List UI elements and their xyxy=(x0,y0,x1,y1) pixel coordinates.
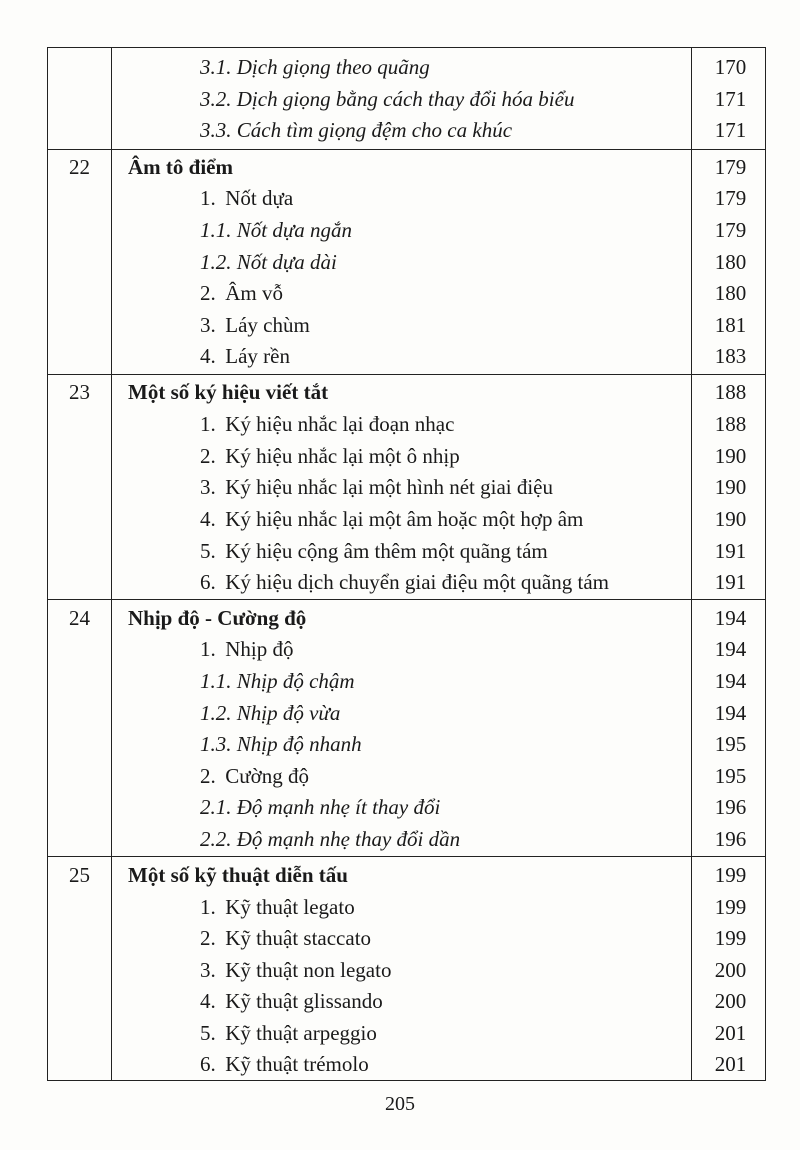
page-number: 179 xyxy=(714,186,747,210)
page-number: 181 xyxy=(714,313,747,337)
list-item: 2.1. Độ mạnh nhẹ ít thay đổi xyxy=(200,795,441,819)
page-number: 199 xyxy=(714,926,747,950)
item-number: 1. xyxy=(200,637,216,661)
page-number: 200 xyxy=(714,958,747,982)
list-item xyxy=(200,986,383,1016)
item-text: Nhịp độ xyxy=(225,637,294,661)
item-text: Ký hiệu dịch chuyển giai điệu một quãng tám xyxy=(225,570,609,594)
page-number: 188 xyxy=(714,380,747,404)
page-number: 171 xyxy=(714,87,747,111)
list-item xyxy=(200,183,293,213)
list-item xyxy=(200,310,310,340)
item-text: Kỹ thuật arpeggio xyxy=(225,1021,377,1045)
section-title: Âm tô điểm xyxy=(128,155,233,179)
section-title: Nhịp độ - Cường độ xyxy=(128,606,307,630)
item-number: 2. xyxy=(200,444,216,468)
list-item: 1.2. Nốt dựa dài xyxy=(200,250,337,274)
entry-3-2: 3.2. Dịch giọng bằng cách thay đổi hóa biểu xyxy=(200,87,575,111)
item-text: Láy rền xyxy=(225,344,290,368)
page-number: 195 xyxy=(714,764,747,788)
list-item: 1.1. Nhịp độ chậm xyxy=(200,669,355,693)
row-divider xyxy=(48,374,765,375)
page-number: 195 xyxy=(714,732,747,756)
list-item xyxy=(200,441,460,471)
section-title: Một số ký hiệu viết tắt xyxy=(128,380,329,404)
item-number: 4. xyxy=(200,507,216,531)
entry-3-3: 3.3. Cách tìm giọng đệm cho ca khúc xyxy=(200,118,513,142)
entry-3-1: 3.1. Dịch giọng theo quãng xyxy=(200,55,430,79)
page-number: 201 xyxy=(714,1052,747,1076)
page-number: 200 xyxy=(714,989,747,1013)
item-number: 6. xyxy=(200,1052,216,1076)
item-text: Cường độ xyxy=(225,764,309,788)
item-text: Kỹ thuật staccato xyxy=(225,926,372,950)
column-divider-number xyxy=(111,48,112,1080)
item-number: 5. xyxy=(200,1021,216,1045)
item-number: 3. xyxy=(200,313,216,337)
page-number: 170 xyxy=(714,55,747,79)
item-number: 1. xyxy=(200,412,216,436)
page-number: 180 xyxy=(714,281,747,305)
table-of-contents xyxy=(47,47,766,1081)
item-number: 3. xyxy=(200,475,216,499)
page-number: 201 xyxy=(714,1021,747,1045)
item-number: 5. xyxy=(200,539,216,563)
page-number: 191 xyxy=(714,539,747,563)
column-divider-page xyxy=(691,48,692,1080)
item-number: 6. xyxy=(200,570,216,594)
item-number: 2. xyxy=(200,926,216,950)
page-number: 180 xyxy=(714,250,747,274)
row-divider xyxy=(48,599,765,600)
section-number: 25 xyxy=(69,863,90,887)
item-number: 2. xyxy=(200,281,216,305)
page-number: 179 xyxy=(714,218,747,242)
list-item: 1.3. Nhịp độ nhanh xyxy=(200,732,362,756)
page-number: 188 xyxy=(714,412,747,436)
section-number: 22 xyxy=(69,155,90,179)
page-number: 199 xyxy=(714,895,747,919)
page-number: 171 xyxy=(714,118,747,142)
section-number: 23 xyxy=(69,380,90,404)
item-number: 4. xyxy=(200,344,216,368)
folio-page-number: 205 xyxy=(385,1093,415,1115)
list-item xyxy=(200,472,553,502)
list-item xyxy=(200,1018,377,1048)
list-item xyxy=(200,504,583,534)
page-number: 194 xyxy=(714,606,747,630)
item-text: Kỹ thuật glissando xyxy=(225,989,383,1013)
list-item: 1.2. Nhịp độ vừa xyxy=(200,701,341,725)
list-item xyxy=(200,536,548,566)
page-number: 194 xyxy=(714,669,747,693)
list-item xyxy=(200,955,391,985)
list-item xyxy=(200,923,371,953)
section-title: Một số kỹ thuật diễn tấu xyxy=(128,863,348,887)
page-number: 190 xyxy=(714,475,747,499)
item-text: Ký hiệu nhắc lại một hình nét giai điệu xyxy=(225,475,554,499)
page-number: 194 xyxy=(714,637,747,661)
page-number: 190 xyxy=(714,507,747,531)
item-number: 1. xyxy=(200,186,216,210)
list-item xyxy=(200,278,283,308)
section-number: 24 xyxy=(69,606,90,630)
list-item xyxy=(200,892,355,922)
item-text: Láy chùm xyxy=(225,313,310,337)
page-number: 179 xyxy=(714,155,747,179)
item-number: 4. xyxy=(200,989,216,1013)
page-number: 196 xyxy=(714,827,747,851)
list-item xyxy=(200,634,294,664)
item-text: Ký hiệu nhắc lại một ô nhịp xyxy=(225,444,460,468)
page-number: 194 xyxy=(714,701,747,725)
list-item xyxy=(200,341,290,371)
item-text: Âm vỗ xyxy=(225,281,283,305)
item-text: Kỹ thuật trémolo xyxy=(225,1052,369,1076)
row-divider xyxy=(48,856,765,857)
page-number: 196 xyxy=(714,795,747,819)
item-text: Nốt dựa xyxy=(225,186,294,210)
item-number: 3. xyxy=(200,958,216,982)
page-number: 190 xyxy=(714,444,747,468)
item-text: Ký hiệu nhắc lại đoạn nhạc xyxy=(225,412,455,436)
list-item xyxy=(200,1049,369,1079)
list-item: 2.2. Độ mạnh nhẹ thay đổi dần xyxy=(200,827,461,851)
item-text: Ký hiệu cộng âm thêm một quãng tám xyxy=(225,539,548,563)
item-text: Ký hiệu nhắc lại một âm hoặc một hợp âm xyxy=(225,507,584,531)
list-item xyxy=(200,761,309,791)
page-number: 191 xyxy=(714,570,747,594)
item-text: Kỹ thuật legato xyxy=(225,895,355,919)
row-divider xyxy=(48,149,765,150)
list-item xyxy=(200,567,609,597)
item-number: 2. xyxy=(200,764,216,788)
list-item xyxy=(200,409,454,439)
item-number: 1. xyxy=(200,895,216,919)
page-number: 199 xyxy=(714,863,747,887)
page-number: 183 xyxy=(714,344,747,368)
item-text: Kỹ thuật non legato xyxy=(225,958,392,982)
list-item: 1.1. Nốt dựa ngắn xyxy=(200,218,353,242)
